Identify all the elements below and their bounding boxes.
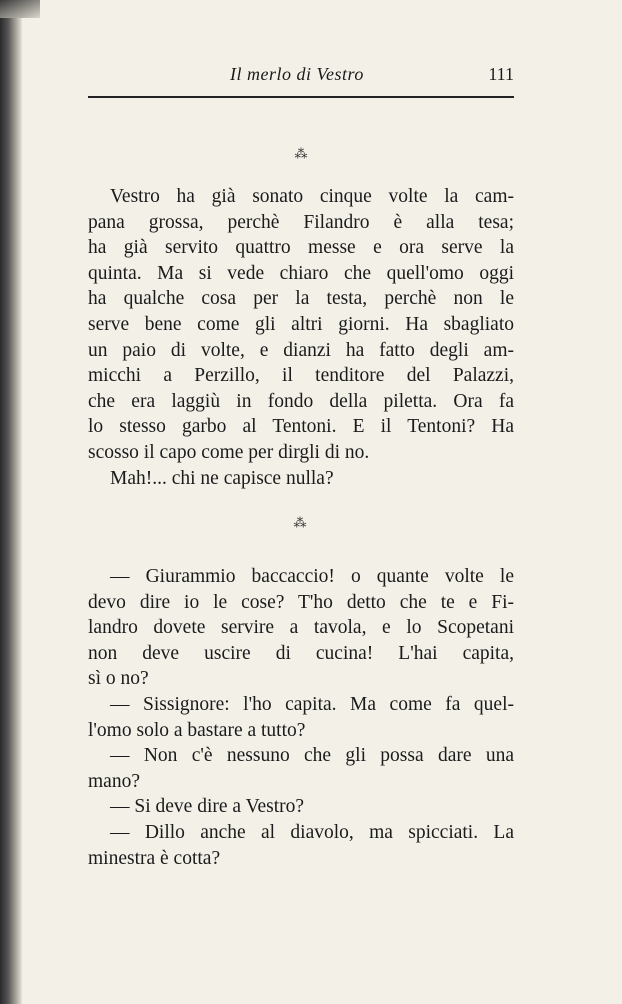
page-number: 111 bbox=[488, 64, 514, 84]
section-ornament-2: ⁂ bbox=[293, 515, 307, 530]
section-ornament-1: ⁂ bbox=[294, 146, 308, 161]
text-line: sì o no? bbox=[88, 668, 149, 690]
text-line: pana grossa, perchè Filandro è alla tesa; bbox=[88, 211, 514, 233]
page-header bbox=[88, 62, 514, 94]
text-line: minestra è cotta? bbox=[88, 847, 221, 869]
text-line: — Dillo anche al diavolo, ma spicciati. La bbox=[110, 821, 514, 843]
text-line: landro dovete servire a tavola, e lo Scopetani bbox=[88, 617, 514, 639]
page-corner-shadow bbox=[0, 0, 40, 18]
text-line: l'omo solo a bastare a tutto? bbox=[88, 719, 306, 741]
text-line: scosso il capo come per dirgli di no. bbox=[88, 441, 370, 463]
text-line: non deve uscire di cucina! L'hai capita, bbox=[88, 642, 514, 664]
text-line: devo dire io le cose? T'ho detto che te e Fi- bbox=[88, 591, 514, 613]
text-line: — Si deve dire a Vestro? bbox=[110, 796, 305, 818]
text-line: che era laggiù in fondo della piletta. Ora fa bbox=[88, 390, 514, 412]
running-title: Il merlo di Vestro bbox=[230, 64, 364, 84]
header-rule bbox=[88, 96, 514, 98]
text-line: lo stesso garbo al Tentoni. E il Tentoni? Ha bbox=[88, 416, 514, 438]
page-binding-shadow bbox=[0, 0, 22, 1004]
text-line: ha già servito quattro messe e ora serve la bbox=[88, 237, 514, 259]
section-1-text bbox=[88, 184, 514, 491]
text-line: ha qualche cosa per la testa, perchè non le bbox=[88, 288, 514, 310]
text-line: — Non c'è nessuno che gli possa dare una bbox=[110, 745, 514, 767]
section-2-text bbox=[88, 564, 514, 871]
text-line: quinta. Ma si vede chiaro che quell'omo oggi bbox=[88, 262, 514, 284]
text-line: mano? bbox=[88, 770, 140, 792]
text-line: — Sissignore: l'ho capita. Ma come fa quel- bbox=[110, 693, 514, 715]
text-line: Vestro ha già sonato cinque volte la cam- bbox=[110, 186, 514, 207]
text-line: serve bene come gli altri giorni. Ha sbagliato bbox=[88, 313, 514, 335]
text-line: un paio di volte, e dianzi ha fatto degli am- bbox=[88, 339, 514, 361]
text-line: Mah!... chi ne capisce nulla? bbox=[110, 467, 334, 489]
text-line: — Giurammio baccaccio! o quante volte le bbox=[110, 566, 514, 587]
text-line: micchi a Perzillo, il tenditore del Palazzi, bbox=[88, 365, 514, 387]
